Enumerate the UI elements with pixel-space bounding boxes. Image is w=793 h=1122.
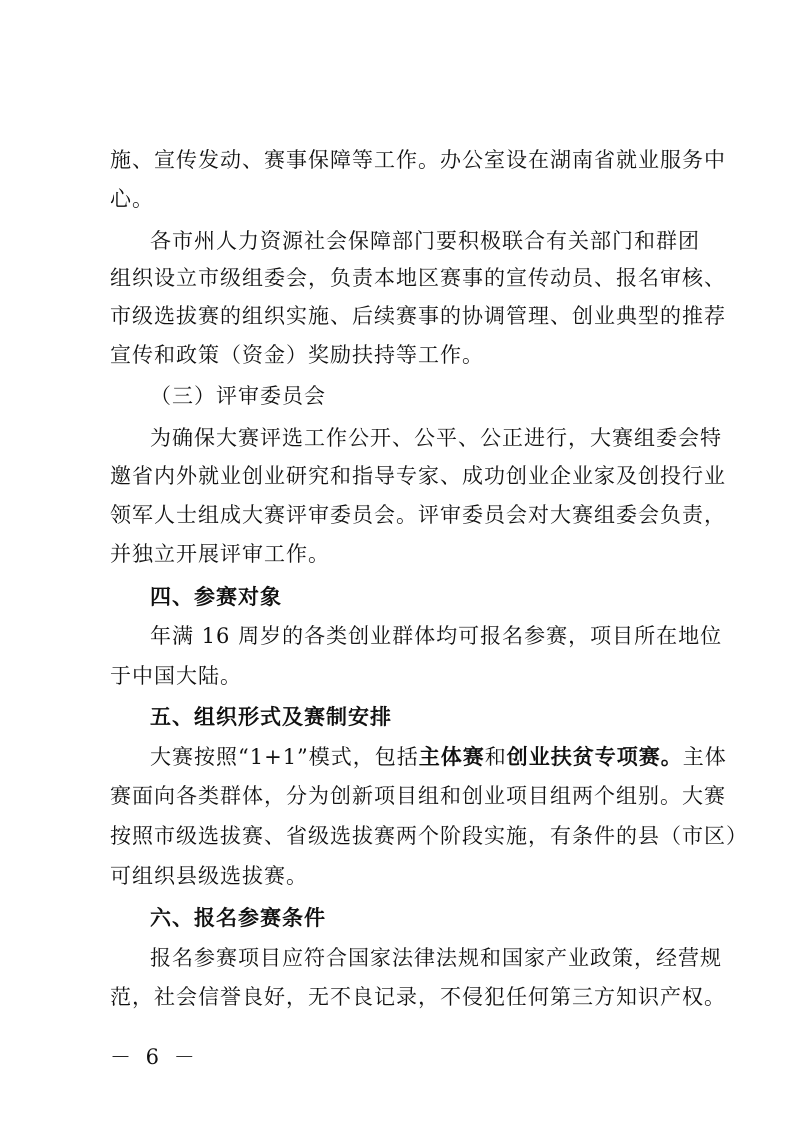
paragraph-line: 范，社会信誉良好，无不良记录，不侵犯任何第三方知识产权。 <box>110 985 726 1009</box>
paragraph-line: 领军人士组成大赛评审委员会。评审委员会对大赛组委会负责， <box>110 503 726 527</box>
text-run: 主体 <box>682 745 727 769</box>
paragraph-line: 报名参赛项目应符合国家法律法规和国家产业政策，经营规 <box>150 946 722 970</box>
paragraph-line: 为确保大赛评选工作公开、公平、公正进行，大赛组委会特 <box>150 426 722 450</box>
paragraph-line: 组织设立市级组委会，负责本地区赛事的宣传动员、报名审核、 <box>110 266 726 290</box>
paragraph-line: 邀省内外就业创业研究和指导专家、成功创业企业家及创投行业 <box>110 464 726 488</box>
text-run: 大赛按照“1+1”模式，包括 <box>150 745 419 769</box>
bold-text-main-competition: 主体赛 <box>418 744 485 769</box>
paragraph-line: 年满 16 周岁的各类创业群体均可报名参赛，项目所在地位 <box>150 624 723 648</box>
paragraph-line: 施、宣传发动、赛事保障等工作。办公室设在湖南省就业服务中 <box>110 148 726 172</box>
paragraph-line: 并独立开展评审工作。 <box>110 542 330 566</box>
section-heading: 五、组织形式及赛制安排 <box>150 705 392 729</box>
paragraph-line <box>150 743 727 771</box>
paragraph-line: 各市州人力资源社会保障部门要积极联合有关部门和群团 <box>150 229 700 253</box>
paragraph-line: 市级选拔赛的组织实施、后续赛事的协调管理、创业典型的推荐 <box>110 304 726 328</box>
subsection-heading: （三）评审委员会 <box>150 384 326 408</box>
paragraph-line: 赛面向各类群体，分为创新项目组和创业项目组两个组别。大赛 <box>110 784 726 808</box>
paragraph-line: 按照市级选拔赛、省级选拔赛两个阶段实施，有条件的县（市区） <box>110 824 748 848</box>
paragraph-line: 宣传和政策（资金）奖励扶持等工作。 <box>110 343 484 367</box>
section-heading: 四、参赛对象 <box>150 585 282 609</box>
paragraph-line: 于中国大陆。 <box>110 664 242 688</box>
paragraph-line: 心。 <box>110 187 154 211</box>
bold-text-poverty-competition: 创业扶贫专项赛。 <box>506 744 683 769</box>
section-heading: 六、报名参赛条件 <box>150 906 326 930</box>
page-number: － 6 － <box>110 1045 199 1069</box>
text-run: 和 <box>484 745 507 769</box>
paragraph-line: 可组织县级选拔赛。 <box>110 864 308 888</box>
